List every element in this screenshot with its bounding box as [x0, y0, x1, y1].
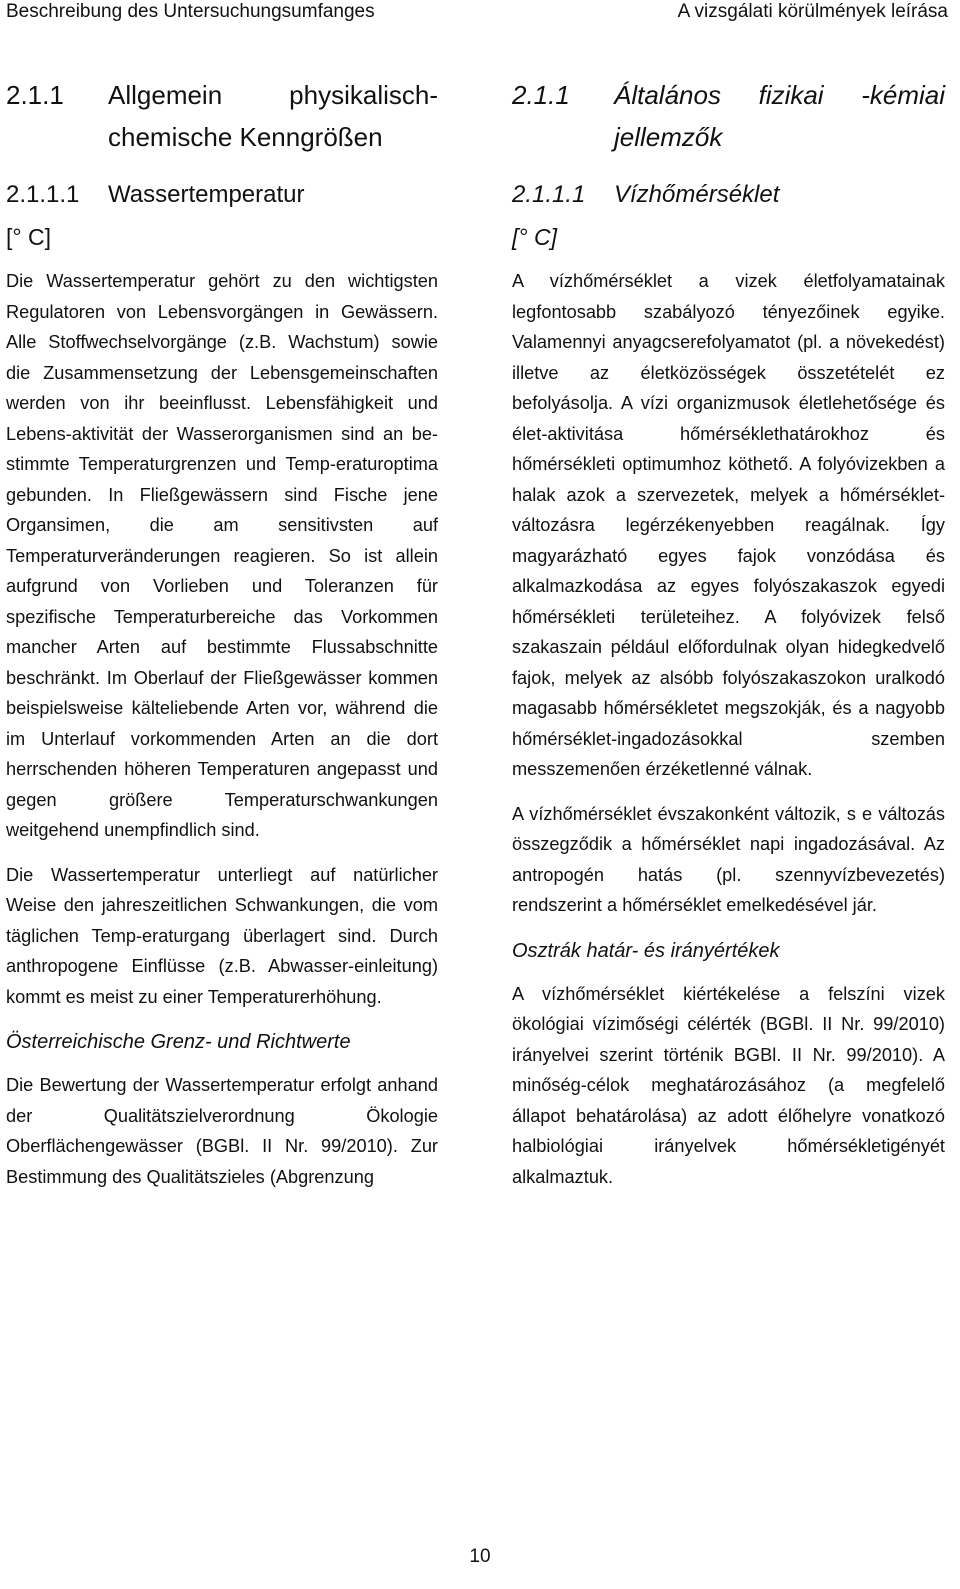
paragraph-1: Die Wassertemperatur gehört zu den wichtigsten Regulatoren von Lebensvorgängen in Gewässern. Alle Stoffwechselvorgänge (z.B. Wachstum) sowie die Zusammensetzung der Lebensgemeinschaften werden von ihr beeinflusst. Lebensfähigkeit und Lebens-aktivität der Wasserorganismen sind an be-stimmte Temperaturgrenzen und Temp-eraturoptima gebunden. In Fließgewässern sind Fische jene Organsimen, die am sensitivsten auf Temperaturveränderungen reagieren. So ist allein aufgrund von Vorlieben und Toleranzen für spezifische Temperaturbereiche das Vorkommen mancher Arten auf bestimmte Flussabschnitte beschränkt. Im Oberlauf der Fließgewässer kommen beispielsweise kälteliebende Arten vor, während die im Unterlauf vorkommenden Arten an die dort herrschenden höheren Temperaturen angepasst und gegen größere Temperaturschwankungen weitgehend unempfindlich sind.	[6, 271, 438, 840]
section-title-line2: chemische Kenngrößen	[108, 122, 383, 152]
subsection-heading	[512, 178, 945, 212]
section-heading	[512, 74, 945, 158]
section-title-line1: Allgemein physikalisch-	[108, 80, 438, 110]
header-left-title: Beschreibung des Untersuchungsumfanges	[6, 1, 375, 22]
paragraph-3: A vízhőmérséklet kiértékelése a felszíni vizek ökológiai vízimőségi célérték (BGBl. II Nr. 99/2010) irányelvei szerint történik BGBl. II Nr. 99/2010). A minőség-célok meghatározásához (a megfelelő állapot behatárolása) az adott élőhelyre vonatkozó halbiológiai irányelvek hőmérsékletigényét alkalmaztuk.	[512, 983, 945, 1187]
hungarian-column	[512, 74, 945, 1192]
page-number: 10	[469, 1546, 491, 1567]
german-column	[6, 74, 438, 1192]
paragraph-3: Die Bewertung der Wassertemperatur erfolgt anhand der Qualitätszielverordnung Ökologie Oberflächengewässer (BGBl. II Nr. 99/2010). Zur Bestimmung des Qualitätszieles (Abgrenzung	[6, 1075, 438, 1187]
section-title-line1: Általános fizikai -kémiai	[614, 80, 945, 110]
section-heading	[6, 74, 438, 158]
page-header	[0, 0, 960, 34]
subsection-number: 2.1.1.1	[6, 181, 80, 208]
paragraph-1: A vízhőmérséklet a vizek életfolyamatainak legfontosabb szabályozó tényezőinek egyike. Valamennyi anyagcserefolyamatot (pl. a növekedést) illetve az életközösségek összetételét ez befolyásolja. A vízi organizmusok életlehetősége és élet-aktivitása hőmérséklethatárokhoz és hőmérsékleti optimumhoz köthető. A folyóvizekben a halak azok a szervezetek, melyek a hőmérséklet-változásra legérzékenyebben reagálnak. Így magyarázható egyes fajok vonzódása és alkalmazkodása az egyes folyószakaszok egyedi hőmérsékleti területeihez. A folyóvizek felső szakaszain például előfordulnak olyan hidegkedvelő fajok, melyek az alsóbb folyószakaszokon uralkodó magasabb hőmérsékletet megszokják, és a nagyobb hőmérséklet-ingadozásokkal szemben messzemenően érzéketlenné válnak.	[512, 271, 945, 779]
unit-label: [° C]	[6, 224, 51, 250]
header-right-title: A vizsgálati körülmények leírása	[677, 1, 948, 22]
subsection-number: 2.1.1.1	[512, 181, 586, 208]
section-title	[614, 74, 945, 158]
paragraph-2: Die Wassertemperatur unterliegt auf natürlicher Weise den jahreszeitlichen Schwankungen, die vom täglichen Temp-eraturgang überlagert sind. Durch anthropogene Einflüsse (z.B. Abwasser-einleitung) kommt es meist zu einer Temperaturerhöhung.	[6, 864, 438, 1007]
section-number: 2.1.1	[512, 80, 570, 110]
subsection-title: Vízhőmérséklet	[614, 181, 780, 208]
section-title-line2: jellemzők	[614, 122, 723, 152]
subsection-heading	[6, 178, 438, 212]
section-number: 2.1.1	[6, 80, 64, 110]
unit-label: [° C]	[512, 224, 557, 250]
section-title	[108, 74, 438, 158]
subheading-limits: Osztrák határ- és irányértékek	[512, 939, 780, 962]
subheading-limits: Österreichische Grenz- und Richtwerte	[6, 1031, 351, 1053]
paragraph-2: A vízhőmérséklet évszakonként változik, s e változás összegződik a hőmérséklet napi ingadozásával. Az antropogén hatás (pl. szennyvízbevezetés) rendszerint a hőmérséklet emelkedésével jár.	[512, 803, 945, 915]
subsection-title: Wassertemperatur	[108, 181, 305, 208]
